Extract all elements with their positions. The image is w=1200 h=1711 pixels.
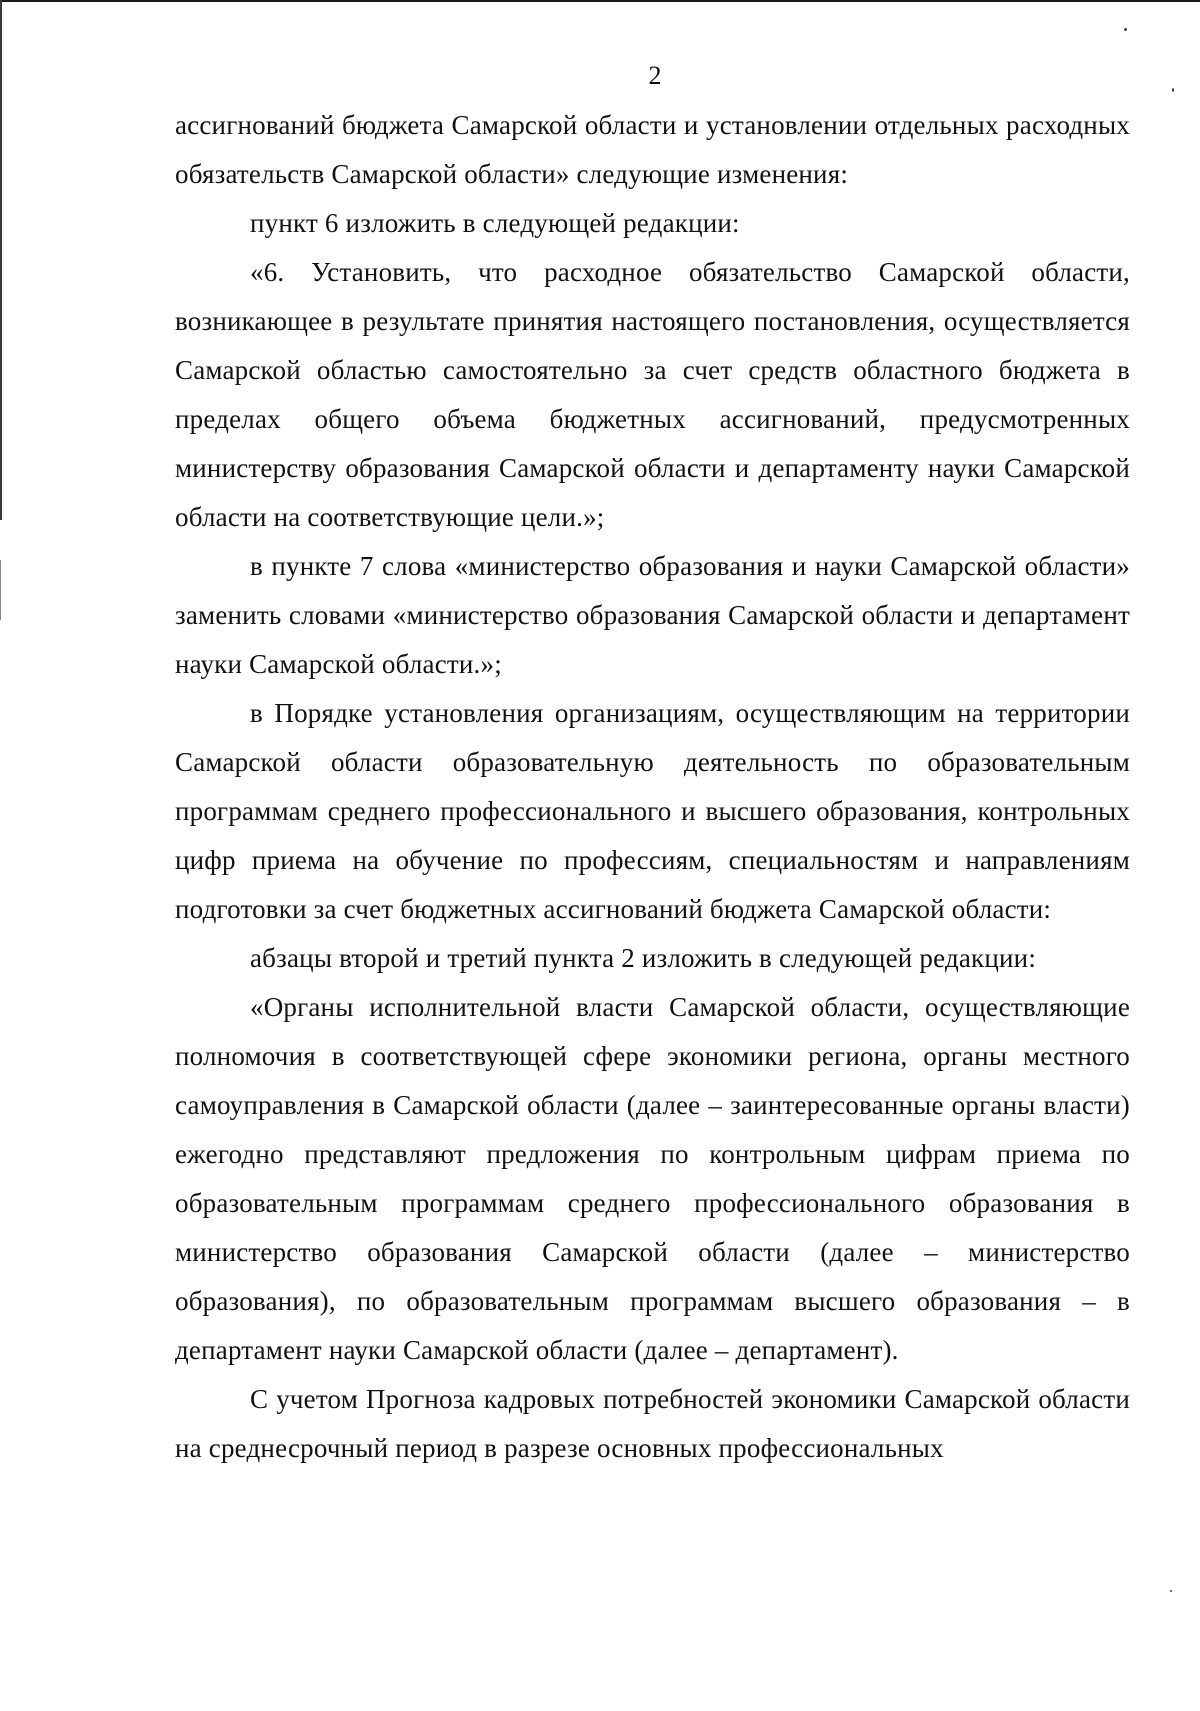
- paragraph-item-7: в пункте 7 слова «министерство образования и науки Самарской области» заменить словами «министерство образования Самарской области и департамент науки Самарской области.»;: [175, 551, 1130, 679]
- document-body: [175, 101, 1130, 1473]
- scan-speck: [1124, 28, 1127, 31]
- paragraph-item-6-text: «6. Установить, что расходное обязательство Самарской области, возникающее в результате принятия настоящего постановления, осуществляется Самарской областью самостоятельно за счет средств областного бюджета в пределах общего объема бюджетных ассигнований, предусмотренных министерству образования Самарской области и департаменту науки Самарской области на соответствующие цели.»;: [175, 257, 1130, 532]
- paragraph-item-2-intro: абзацы второй и третий пункта 2 изложить в следующей редакции:: [250, 943, 1037, 973]
- scan-speck: [1170, 1590, 1172, 1592]
- paragraph-procedure: в Порядке установления организациям, осуществляющим на территории Самарской области образовательную деятельность по образовательным программам среднего профессионального и высшего образования, контрольных цифр приема на обучение по профессиям, специальностям и направлениям подготовки за счет бюджетных ассигнований бюджета Самарской области:: [175, 698, 1130, 924]
- page-number: 2: [648, 61, 662, 90]
- paragraph-forecast: С учетом Прогноза кадровых потребностей экономики Самарской области на среднесрочный период в разрезе основных профессиональных: [175, 1384, 1130, 1463]
- scan-left-edge-mark: [0, 560, 1, 620]
- scan-top-edge: [0, 0, 1200, 2]
- paragraph-continuation: ассигнований бюджета Самарской области и установлении отдельных расходных обязательств Самарской области» следующие изменения:: [175, 110, 1130, 189]
- paragraph-item-6-intro: пункт 6 изложить в следующей редакции:: [250, 208, 740, 238]
- paragraph-authorities: «Органы исполнительной власти Самарской области, осуществляющие полномочия в соответствующей сфере экономики региона, органы местного самоуправления в Самарской области (далее – заинтересованные органы власти) ежегодно представляют предложения по контрольным цифрам приема по образовательным программам среднего профессионального образования в министерство образования Самарской области (далее – министерство образования), по образовательным программам высшего образования – в департамент науки Самарской области (далее – департамент).: [175, 992, 1130, 1365]
